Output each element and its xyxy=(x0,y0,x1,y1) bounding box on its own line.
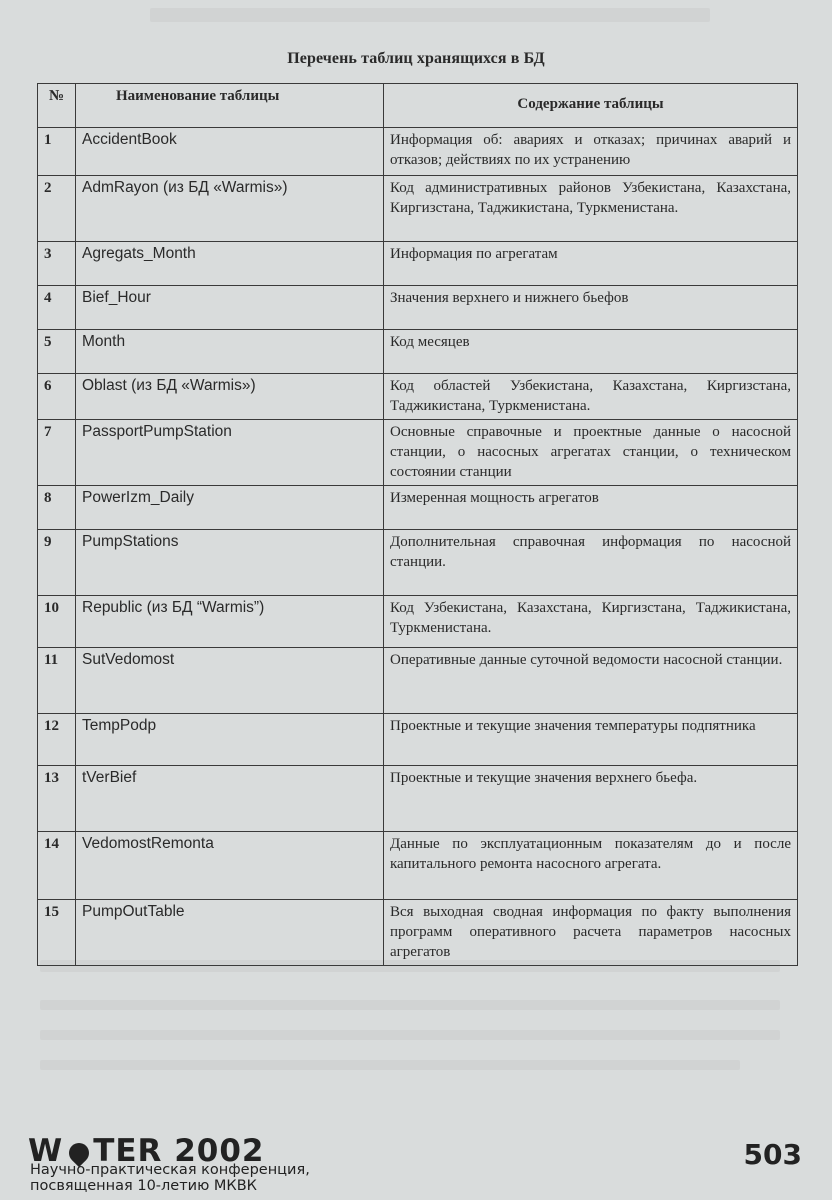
row-table-name: AdmRayon (из БД «Warmis») xyxy=(76,176,384,242)
row-table-content: Код областей Узбекистана, Казахстана, Киргизстана, Таджикистана, Туркменистана. xyxy=(384,374,798,420)
row-table-content: Код Узбекистана, Казахстана, Киргизстана, Таджикистана, Туркменистана. xyxy=(384,596,798,648)
row-table-name: TempPodp xyxy=(76,714,384,766)
conference-subtitle xyxy=(30,1162,310,1194)
logo-text-right: TER 2002 xyxy=(93,1133,265,1169)
row-table-content: Проектные и текущие значения температуры подпятника xyxy=(384,714,798,766)
row-table-content: Проектные и текущие значения верхнего бьефа. xyxy=(384,766,798,832)
row-number: 1 xyxy=(38,128,76,176)
table-row xyxy=(38,900,798,966)
row-table-name: Agregats_Month xyxy=(76,242,384,286)
row-number: 15 xyxy=(38,900,76,966)
row-table-content: Вся выходная сводная информация по факту выполнения программ оперативного расчета параметров насосных агрегатов xyxy=(384,900,798,966)
table-row xyxy=(38,714,798,766)
row-table-name: Month xyxy=(76,330,384,374)
column-header-content: Содержание таблицы xyxy=(384,84,798,128)
page-number: 503 xyxy=(743,1138,802,1171)
row-table-content: Информация по агрегатам xyxy=(384,242,798,286)
table-row xyxy=(38,766,798,832)
row-number: 4 xyxy=(38,286,76,330)
subtitle-line-2: посвященная 10-летию МКВК xyxy=(30,1178,257,1194)
table-row xyxy=(38,176,798,242)
row-table-content: Измеренная мощность агрегатов xyxy=(384,486,798,530)
row-table-name: tVerBief xyxy=(76,766,384,832)
column-header-name: Наименование таблицы xyxy=(76,84,384,128)
table-row xyxy=(38,242,798,286)
table-row xyxy=(38,286,798,330)
row-table-content: Информация об: авариях и отказах; причинах аварий и отказов; действиях по их устранению xyxy=(384,128,798,176)
row-table-name: VedomostRemonta xyxy=(76,832,384,900)
row-table-name: Republic (из БД “Warmis”) xyxy=(76,596,384,648)
row-table-name: SutVedomost xyxy=(76,648,384,714)
row-number: 11 xyxy=(38,648,76,714)
table-row xyxy=(38,420,798,486)
column-header-number: № xyxy=(38,84,76,128)
table-row xyxy=(38,832,798,900)
row-table-content: Дополнительная справочная информация по насосной станции. xyxy=(384,530,798,596)
row-number: 7 xyxy=(38,420,76,486)
row-number: 3 xyxy=(38,242,76,286)
row-number: 13 xyxy=(38,766,76,832)
table-row xyxy=(38,374,798,420)
table-row xyxy=(38,596,798,648)
row-table-name: PumpOutTable xyxy=(76,900,384,966)
table-row xyxy=(38,486,798,530)
scan-shadow xyxy=(150,8,710,22)
row-number: 9 xyxy=(38,530,76,596)
row-table-name: PowerIzm_Daily xyxy=(76,486,384,530)
row-table-content: Оперативные данные суточной ведомости насосной станции. xyxy=(384,648,798,714)
row-number: 6 xyxy=(38,374,76,420)
row-table-name: PassportPumpStation xyxy=(76,420,384,486)
row-table-content: Значения верхнего и нижнего бьефов xyxy=(384,286,798,330)
table-row xyxy=(38,128,798,176)
row-table-content: Код месяцев xyxy=(384,330,798,374)
table-header-row xyxy=(38,84,798,128)
scan-shadow xyxy=(40,1060,740,1070)
row-number: 12 xyxy=(38,714,76,766)
row-table-content: Основные справочные и проектные данные о насосной станции, о насосных агрегатах станции, о техническом состоянии станции xyxy=(384,420,798,486)
row-number: 10 xyxy=(38,596,76,648)
scan-shadow xyxy=(40,1030,780,1040)
row-table-name: AccidentBook xyxy=(76,128,384,176)
row-table-name: Oblast (из БД «Warmis») xyxy=(76,374,384,420)
table-row xyxy=(38,330,798,374)
row-table-name: Bief_Hour xyxy=(76,286,384,330)
subtitle-line-1: Научно-практическая конференция, xyxy=(30,1162,310,1178)
row-number: 5 xyxy=(38,330,76,374)
tables-list xyxy=(37,83,798,966)
row-table-content: Код административных районов Узбекистана, Казахстана, Киргизстана, Таджикистана, Туркменистана. xyxy=(384,176,798,242)
row-table-name: PumpStations xyxy=(76,530,384,596)
row-table-content: Данные по эксплуатационным показателям до и после капитального ремонта насосного агрегата. xyxy=(384,832,798,900)
page-title: Перечень таблиц хранящихся в БД xyxy=(287,50,545,67)
scan-shadow xyxy=(40,1000,780,1010)
table-row xyxy=(38,530,798,596)
row-number: 14 xyxy=(38,832,76,900)
row-number: 2 xyxy=(38,176,76,242)
table-row xyxy=(38,648,798,714)
logo-text-left: W xyxy=(28,1133,64,1169)
row-number: 8 xyxy=(38,486,76,530)
